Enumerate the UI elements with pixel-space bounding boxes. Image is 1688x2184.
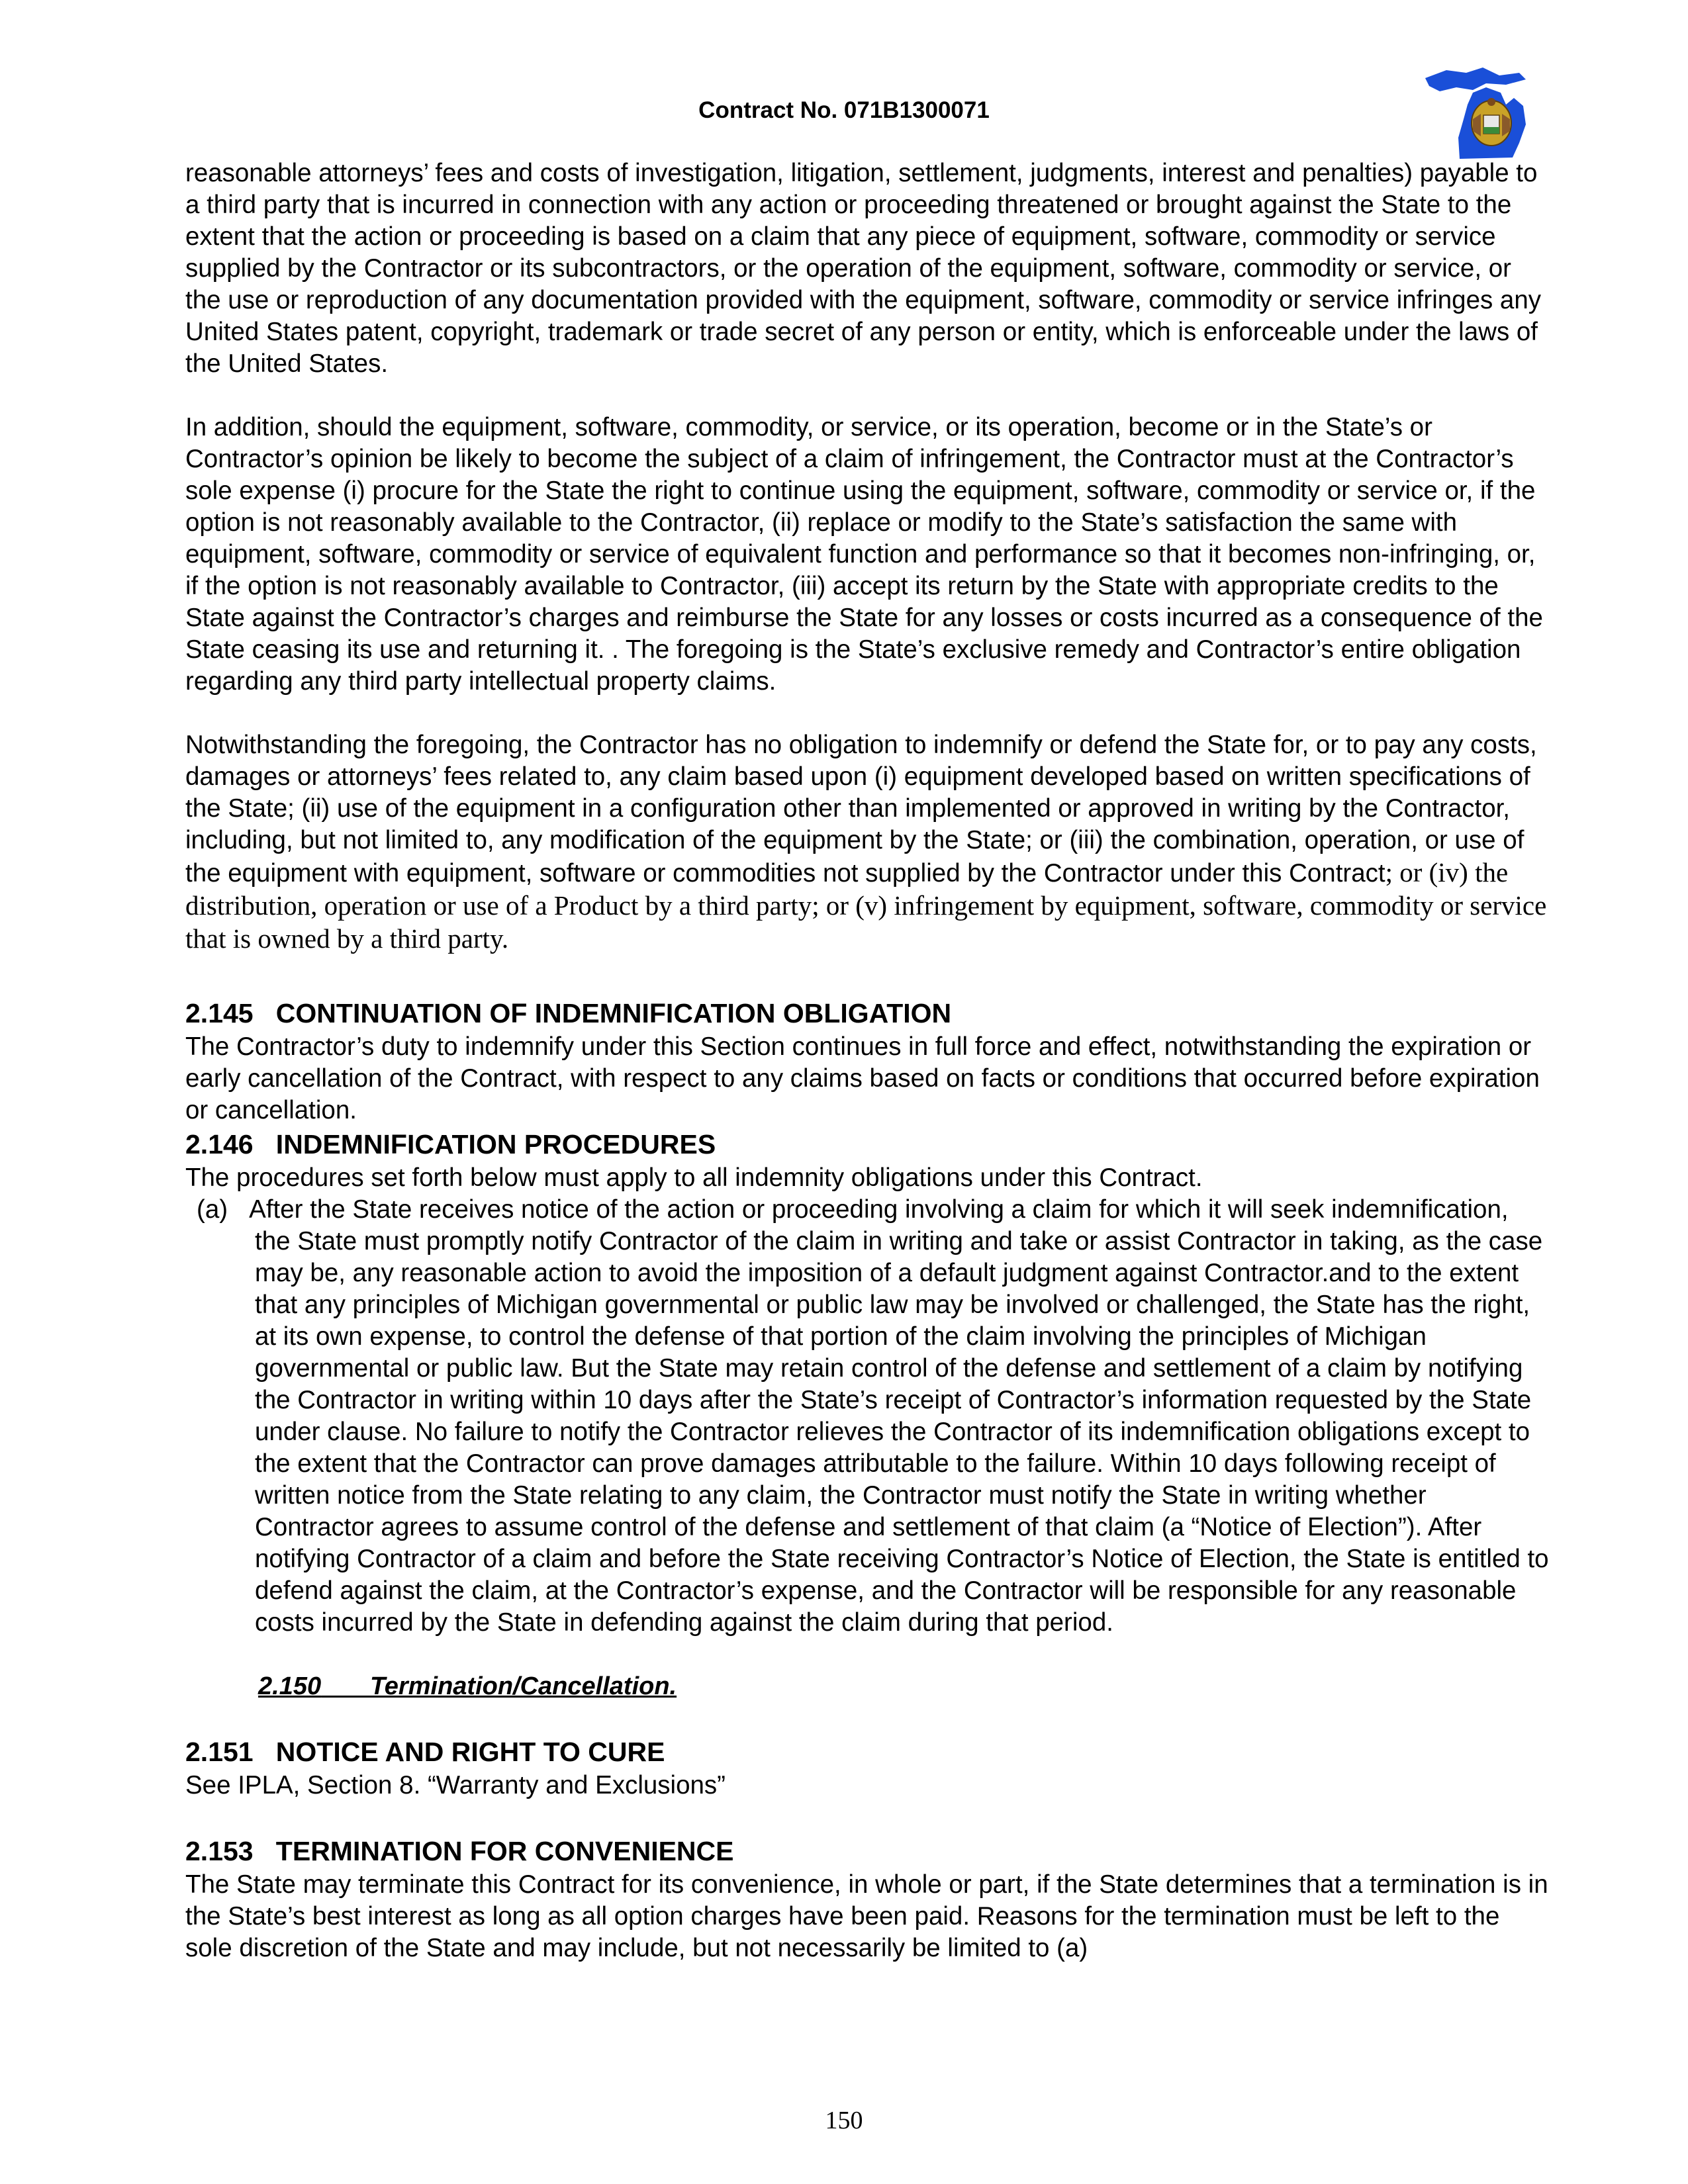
section-2153-heading <box>185 1833 1549 1869</box>
section-2146-number: 2.146 <box>185 1129 254 1160</box>
section-2150-title: Termination/Cancellation. <box>370 1672 677 1700</box>
section-2146-intro: The procedures set forth below must apply to all indemnity obligations under this Contract. <box>185 1163 1203 1192</box>
section-2153-title: TERMINATION FOR CONVENIENCE <box>275 1836 734 1866</box>
page-number: 150 <box>825 2107 863 2134</box>
section-2151-title: NOTICE AND RIGHT TO CURE <box>275 1737 665 1767</box>
section-2146-item-a-label: (a) <box>197 1195 228 1224</box>
paragraph-no-obligation-sans: Notwithstanding the foregoing, the Contractor has no obligation to indemnify or defend the State for, or to pay any costs, damages or attorneys’ fees related to, any claim based upon (i) equipment developed based on written specifications of the State; (ii) use of the equipment in a configuration other than implemented or approved in writing by the Contractor, including, but not limited to, any modification of the equipment by the State; or (iii) the combination, operation, or use of the equipment with equipment, software or commodities not supplied by the Contractor under this Contract <box>185 731 1537 887</box>
paragraph-no-obligation-serif: ; or (iv) the distribution, operation or use of a Product by a third party; or (v) infringement by equipment, software, commodity or service that is owned by a third party. <box>185 857 1547 954</box>
section-2145-text: The Contractor’s duty to indemnify under this Section continues in full force and effect, notwithstanding the expiration or early cancellation of the Contract, with respect to any claims based on facts or conditions that occurred before expiration or cancellation. <box>185 1032 1540 1124</box>
michigan-state-seal-icon <box>1420 58 1539 164</box>
page-content <box>185 158 1549 1964</box>
section-2146-heading <box>185 1126 1549 1162</box>
section-2145-number: 2.145 <box>185 998 254 1028</box>
paragraph-infringement-remedy: In addition, should the equipment, software, commodity, or service, or its operation, become or in the State’s or Contractor’s opinion be likely to become the subject of a claim of infringement, the Contractor must at the Contractor’s sole expense (i) procure for the State the right to continue using the equipment, software, commodity or service or, if the option is not reasonably available to the Contractor, (ii) replace or modify to the State’s satisfaction the same with equipment, software, commodity or service of equivalent function and performance so that it becomes non-infringing, or, if the option is not reasonably available to Contractor, (iii) accept its return by the State with appropriate credits to the State against the Contractor’s charges and reimburse the State for any losses or costs incurred as a consequence of the State ceasing its use and returning it. . The foregoing is the State’s exclusive remedy and Contractor’s entire obligation regarding any third party intellectual property claims. <box>185 413 1543 696</box>
section-2146-item-a-text: After the State receives notice of the action or proceeding involving a claim for which it will seek indemnification, the State must promptly notify Contractor of the claim in writing and take or assist Contractor in taking, as the case may be, any reasonable action to avoid the imposition of a default judgment against Contractor.and to the extent that any principles of Michigan governmental or public law may be involved or challenged, the State has the right, at its own expense, to control the defense of that portion of the claim involving the principles of Michigan governmental or public law. But the State may retain control of the defense and settlement of a claim by notifying the Contractor in writing within 10 days after the State’s receipt of Contractor’s information requested by the State under clause. No failure to notify the Contractor relieves the Contractor of its indemnification obligations except to the extent that the Contractor can prove damages attributable to the failure. Within 10 days following receipt of written notice from the State relating to any claim, the Contractor must notify the State in writing whether Contractor agrees to assume control of the defense and settlement of that claim (a “Notice of Election”). After notifying Contractor of a claim and before the State receiving Contractor’s Notice of Election, the State is entitled to defend against the claim, at the Contractor’s expense, and the Contractor will be responsible for any reasonable costs incurred by the State in defending against the claim during that period. <box>249 1195 1549 1637</box>
paragraph-no-obligation <box>185 729 1549 956</box>
contract-number-header: Contract No. 071B1300071 <box>698 97 990 123</box>
section-2145-title: CONTINUATION OF INDEMNIFICATION OBLIGATION <box>275 998 952 1028</box>
section-2151-number: 2.151 <box>185 1737 254 1767</box>
section-2146-title: INDEMNIFICATION PROCEDURES <box>275 1129 716 1160</box>
section-2145-heading <box>185 995 1549 1031</box>
section-2151-text: See IPLA, Section 8. “Warranty and Exclusions” <box>185 1771 726 1799</box>
paragraph-indemnification-costs: reasonable attorneys’ fees and costs of investigation, litigation, settlement, judgments, interest and penalties) payable to a third party that is incurred in connection with any action or proceeding threatened or brought against the State to the extent that the action or proceeding is based on a claim that any piece of equipment, software, commodity or service supplied by the Contractor or its subcontractors, or the operation of the equipment, software, commodity or service, or the use or reproduction of any documentation provided with the equipment, software, commodity or service infringes any United States patent, copyright, trademark or trade secret of any person or entity, which is enforceable under the laws of the United States. <box>185 159 1542 378</box>
section-2150-number: 2.150 <box>258 1672 322 1700</box>
section-2153-text: The State may terminate this Contract for its convenience, in whole or part, if the State determines that a termination is in the State’s best interest as long as all option charges have been paid. Reasons for the termination must be left to the sole discretion of the State and may include, but not necessarily be limited to (a) <box>185 1870 1548 1962</box>
section-2146-item-a <box>185 1194 1549 1639</box>
section-2150-heading <box>258 1670 1549 1702</box>
section-2151-heading <box>185 1734 1549 1770</box>
section-2153-number: 2.153 <box>185 1836 254 1866</box>
